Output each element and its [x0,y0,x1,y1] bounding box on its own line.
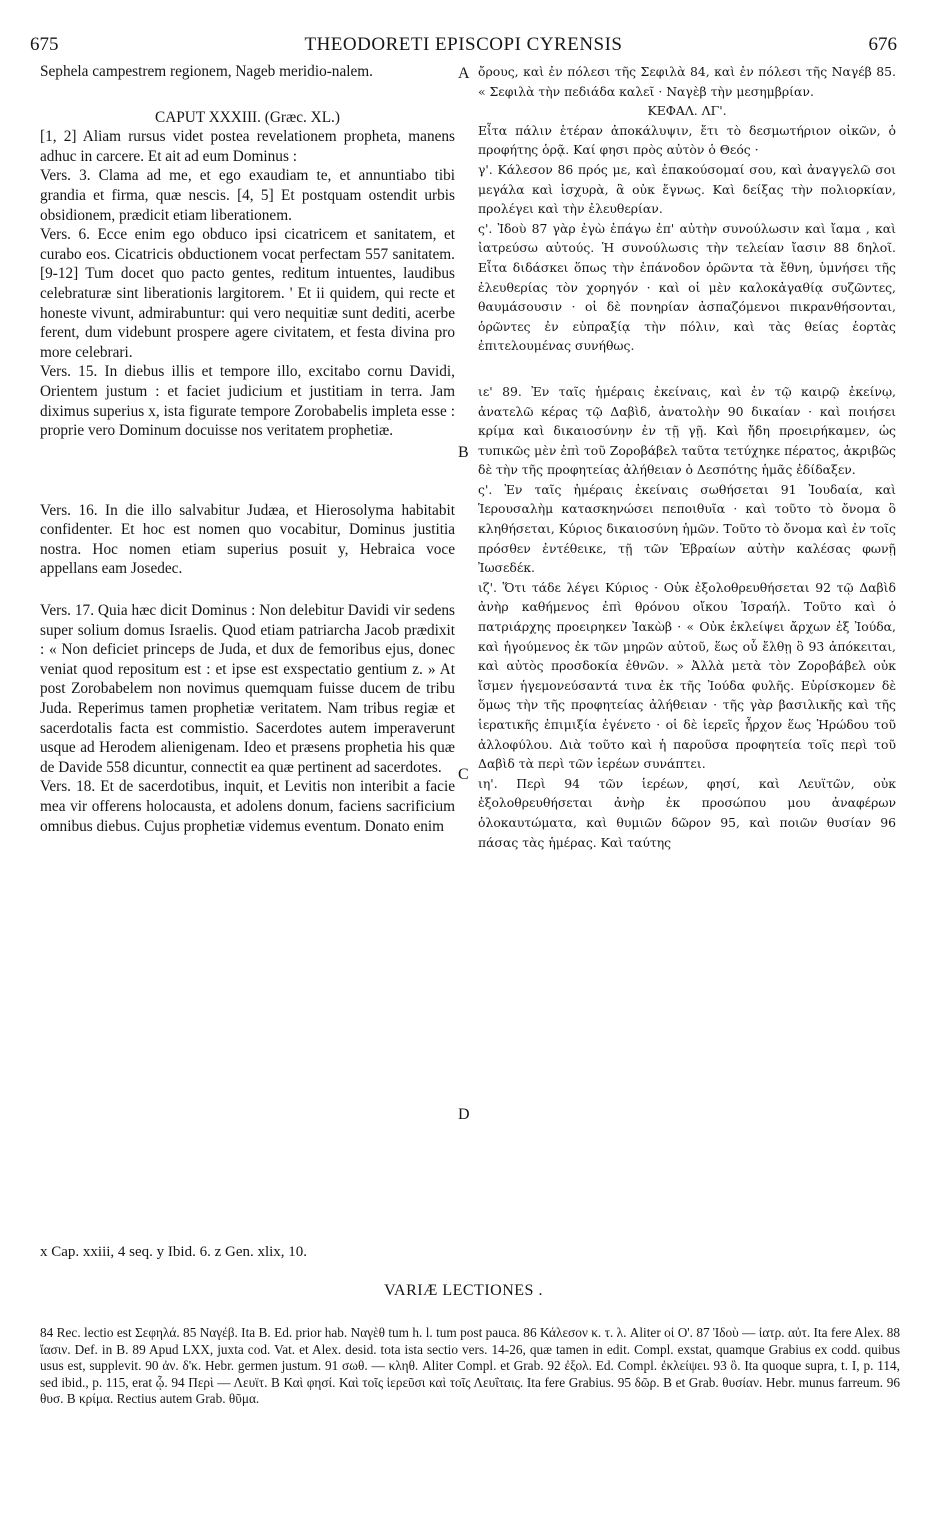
greek-chapter-heading: ΚΕΦΑΛ. ΛΓ'. [647,103,727,119]
running-title: THEODORETI EPISCOPI CYRENSIS [304,34,623,55]
greek-paragraph: γ'. Κάλεσον 86 πρός με, καὶ ἐπακούσομαί σου, καὶ ἀναγγελῶ σοι μεγάλα καὶ ἰσχυρὰ, ἃ οὐκ ἔγνως. Καὶ δείξας τὴν πολιορκίαν, προλέγει καὶ τὴν ἐλευθερίαν. [478,161,896,217]
greek-paragraph: ς'. Ἰδοὺ 87 γὰρ ἐγὼ ἐπάγω ἐπ' αὐτὴν συνούλωσιν καὶ ἴαμα , καὶ ἰατρεύσω αὐτούς. Ἡ συνούλωσις τὴν τελείαν ἴασιν 88 δηλοῖ. Εἶτα διδάσκει ὅπως τὴν ἐπάνοδον ὁρῶντα τὰ ἔθνη, ὑμνήσει τῆς ἐλευθερίας τὸν χορηγόν · καὶ οἱ μὲν καλοκἀγαθίᾳ συζῶντες, θαυμάσουσιν · οἱ δὲ πονηρίαν ἀσπαζόμενοι πικρανθήσονται, ὁρῶντες ἐν εὐπραξίᾳ τὴν πόλιν, καὶ τὰς θείας ἑορτὰς ἐπιτελουμένας συνήθως. [478,220,896,354]
latin-paragraph: [1, 2] Aliam rursus videt postea revelationem propheta, manens adhuc in carcere. Et ait ad eum Dominus : [40,128,455,165]
margin-letter-a: A [458,65,470,82]
greek-paragraph: ιζ'. Ὅτι τάδε λέγει Κύριος · Οὐκ ἐξολοθρευθήσεται 92 τῷ Δαβὶδ ἀνὴρ καθήμενος ἐπὶ θρόνου οἴκου Ἰσραήλ. Τοῦτο καὶ ὁ πατριάρχης προειρηκεν Ἰακὼβ · « Οὐκ ἐκλείψει ἄρχων ἐξ Ἰούδα, καὶ ἡγούμενος ἐκ τῶν μηρῶν αὐτοῦ, ἕως οὗ ἔλθῃ ὃ 93 ἀπόκειται, καὶ αὐτὸς προσδοκία ἐθνῶν. » Ἀλλὰ μετὰ τὸν Ζοροβάβελ οὐκ ἴσμεν ἡγεμονεύσαντά τινα ἐκ τῆς Ἰούδα φυλῆς. Εὑρίσκομεν δὲ ὅμως τὴν τῆς προφητείας ἀλήθειαν · τῆς γὰρ βασιλικῆς καὶ τῆς ἱερατικῆς ἐπιμιξία ἐγένετο · οἱ δὲ ἱερεῖς ἦρχον ἕως Ἡρώδου τοῦ ἀλλοφύλου. Διὰ τοῦτο καὶ ἡ παροῦσα προφητεία τοῖς περὶ τοῦ Δαβὶδ τὰ περὶ τῶν ἱερέων συνάπτει. [478,579,896,772]
greek-paragraph: ὄρους, καὶ ἐν πόλεσι τῆς Σεφιλὰ 84, καὶ ἐν πόλεσι τῆς Ναγέβ 85. « Σεφιλὰ τὴν πεδιάδα καλεῖ · Ναγὲβ τὴν μεσημβρίαν. [478,64,896,99]
greek-column [478,62,896,852]
greek-paragraph: ιη'. Περὶ 94 τῶν ἱερέων, φησί, καὶ Λευϊτῶν, οὐκ ἐξολοθρευθήσεται ἀνὴρ ἐκ προσώπου μου ἀναφέρων ὁλοκαυτώματα, καὶ θυμιῶν δῶρον 95, καὶ ποιῶν θυσίαν 96 πάσας τὰς ἡμέρας. Καὶ ταύτης [478,775,896,850]
latin-paragraph: Vers. 15. In diebus illis et tempore illo, excitabo cornu Davidi, Orientem justum : et faciet judicium et justitiam in terra. Jam diximus superius x, ista figurate tempore Zorobabelis impleta esse : proprie vero Dominum docuisse nos veritatem prophetiæ. [40,363,455,440]
page-number-right: 676 [868,34,897,55]
page-number-left: 675 [30,34,59,55]
latin-paragraph: Vers. 17. Quia hæc dicit Dominus : Non delebitur Davidi vir sedens super solium domus Israelis. Quod etiam patriarcha Jacob prædixit : « Non deficiet princeps de Juda, et dux de femoribus ejus, donec veniat quod repositum est : et ipse est exspectatio gentium z. » At post Zorobabelem non novimus quemquam fuisse ducem de tribu Juda. Reperimus tamen prophetiæ veritatem. Nam tribus regiæ et sacerdotalis facta est commistio. Sacerdotes autem imperaverunt usque ad Herodem alienigenam. Ideo et præsens prophetia his quæ de Davide 558 dicuntur, connectit ea quæ pertinent ad sacerdotes. [40,602,455,776]
margin-letter-d: D [458,1106,470,1123]
running-header [30,34,897,60]
latin-chapter-heading: CAPUT XXXIII. (Græc. XL.) [155,108,340,126]
scripture-footnotes: x Cap. xxiii, 4 seq. y Ibid. 6. z Gen. xlix, 10. [40,1244,308,1260]
latin-paragraph: Vers. 6. Ecce enim ego obduco ipsi cicatricem et sanitatem, et curabo eos. Cicatricis obductionem vocat perfectam 557 sanitatem. [9-12] Tum docet quo pacto gentes, reditum intuentes, laudibus celebraturæ sint liberationis largitorem. ' Et ii quidem, qui recte et honeste vivunt, admirabuntur: qui vero nequitiæ sunt dediti, acerbe ferent, dum videbunt prospere agere civitatem, et festa divina pro more celebrari. [40,226,455,361]
greek-paragraph: ιε' 89. Ἐν ταῖς ἡμέραις ἐκείναις, καὶ ἐν τῷ καιρῷ ἐκείνῳ, ἀνατελῶ κέρας τῷ Δαβὶδ, ἀνατολὴν 90 δικαίαν · καὶ ποιήσει κρίμα καὶ δικαιοσύνην ἐν τῇ γῇ. Καὶ ἤδη προειρήκαμεν, ὡς τυπικῶς μὲν ἐπὶ τοῦ Ζοροβάβελ ταῦτα τετύχηκε πέρατος, ἀκριβῶς δὲ τὴν τῆς προφητείας ἀλήθειαν ὁ Δεσπότης ἡμᾶς ἐδίδαξεν. [478,383,896,478]
latin-paragraph: Sephela campestrem regionem, Nageb meridio-nalem. [40,63,374,80]
greek-paragraph: ς'. Ἐν ταῖς ἡμέραις ἐκείναις σωθήσεται 91 Ἰουδαία, καὶ Ἱερουσαλὴμ κατασκηνώσει πεποιθυῖα · καὶ τοῦτο τὸ ὄνομα ὃ κληθήσεται, Κύριος δικαιοσύνη ἡμῶν. Τοῦτο τὸ ὄνομα καὶ ἐν τοῖς πρόσθεν ἐντέθεικε, τῇ τῶν Ἑβραίων αὐτὴν καλέσας φωνῇ Ἰωσεδέκ. [478,481,896,576]
latin-column [40,62,455,836]
latin-paragraph: Vers. 3. Clama ad me, et ego exaudiam te, et annuntiabo tibi grandia et firma, quæ nescis. [4, 5] Et postquam ostendit urbis obsidionem, prædicit etiam liberationem. [40,167,455,224]
latin-paragraph: Vers. 16. In die illo salvabitur Judæa, et Hierosolyma habitabit confidenter. Et hoc est nomen quo vocabitur, Dominus justitia nostra. Hoc nomen etiam superius posuit y, Hebraica voce appellans eam Josedec. [40,501,455,578]
greek-paragraph: Εἶτα πάλιν ἑτέραν ἀποκάλυψιν, ἔτι τὸ δεσμωτήριον οἰκῶν, ὁ προφήτης ὁρᾷ. Καί φησι πρὸς αὐτὸν ὁ Θεός · [478,122,896,158]
latin-paragraph: Vers. 18. Et de sacerdotibus, inquit, et Levitis non interibit a facie mea vir offerens holocausta, et adolens donum, faciens sacrificium omnibus diebus. Cujus prophetiæ videmus eventum. Donato enim [40,778,455,835]
margin-letter-c: C [458,766,469,783]
margin-letter-b: B [458,444,469,461]
variae-lectiones-notes: 84 Rec. lectio est Σεφηλά. 85 Ναγέβ. Ita B. Ed. prior hab. Ναγὲθ tum h. l. tum post pauca. 86 Κάλεσον κ. τ. λ. Aliter οἱ Ο'. 87 Ἰδοὺ — ἰατρ. αὐτ. Ita fere Alex. 88 ἴασιν. Def. in B. 89 Apud LXX, juxta cod. Vat. et Alex. desid. tota ista sectio vers. 14-26, quæ tamen in edit. Compl. exstat, quamque Grabius ex codd. quibus usus est, supplevit. 90 ἀν. δ'κ. Hebr. germen justum. 91 σωθ. — κληθ. Aliter Compl. et Grab. 92 ἐξολ. Ed. Compl. ἐκλείψει. 93 ὃ. Ita quoque supra, t. I, p. 114, sed ibid., p. 115, erat ᾧ. 94 Περὶ — Λευϊτ. B Καὶ φησί. Καὶ τοῖς ἱερεῦσι καὶ τοῖς Λευΐταις. Ita fere Grabius. 95 δῶρ. B et Grab. θυσίαν. Hebr. munus farreum. 96 θυσ. B κρίμα. Rectius autem Grab. θῦμα. [40,1325,900,1406]
variae-lectiones-heading: VARIÆ LECTIONES . [384,1282,543,1299]
